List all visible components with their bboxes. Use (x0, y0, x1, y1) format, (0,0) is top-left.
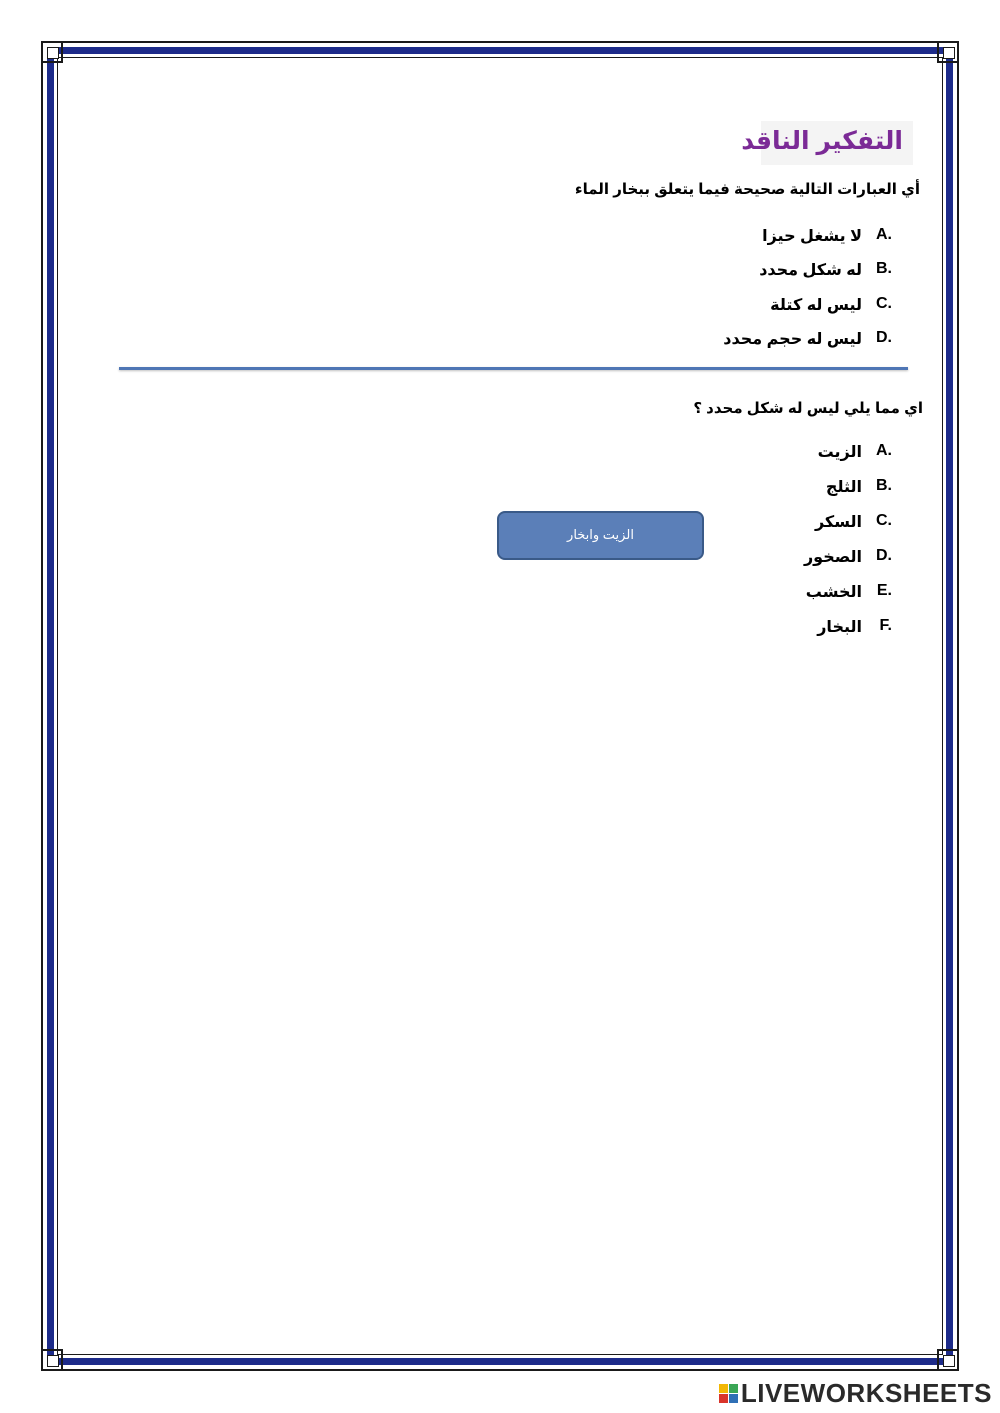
page-border-inner (57, 57, 943, 1355)
question-2-option-c[interactable] (672, 512, 892, 536)
section-title: التفكير الناقد (741, 127, 903, 155)
section-divider (119, 367, 908, 370)
option-text: ليس له حجم محدد (723, 331, 862, 348)
logo-text: LIVEWORKSHEETS (740, 1377, 992, 1408)
option-letter: C. (876, 295, 892, 312)
corner-ornament-icon (937, 41, 959, 63)
option-letter: D. (876, 547, 892, 564)
question-2-text: اي مما يلي ليس له شكل محدد ؟ (693, 400, 923, 417)
corner-ornament-icon (937, 1349, 959, 1371)
question-1-option-a[interactable] (672, 226, 892, 250)
question-2-option-b[interactable] (672, 477, 892, 501)
question-2-option-d[interactable] (672, 547, 892, 571)
option-text: السكر (814, 514, 862, 531)
option-text: الزيت (817, 444, 862, 461)
option-text: له شكل محدد (759, 262, 862, 279)
option-letter: D. (876, 329, 892, 346)
option-letter: C. (876, 512, 892, 529)
question-1-option-b[interactable] (672, 260, 892, 284)
corner-ornament-icon (41, 41, 63, 63)
question-1-option-c[interactable] (672, 295, 892, 319)
question-2-option-e[interactable] (672, 582, 892, 606)
option-letter: B. (876, 477, 892, 494)
option-text: الخشب (805, 584, 862, 601)
option-letter: B. (876, 260, 892, 277)
liveworksheets-logo (719, 1379, 992, 1407)
question-2-option-f[interactable] (672, 617, 892, 641)
liveworksheets-logo-icon (719, 1384, 738, 1403)
question-2-option-a[interactable] (672, 442, 892, 466)
option-text: لا يشغل حيزا (762, 228, 862, 245)
option-letter: E. (876, 582, 892, 599)
option-letter: A. (876, 442, 892, 459)
question-1-option-d[interactable] (672, 329, 892, 353)
option-letter: F. (879, 617, 892, 634)
option-letter: A. (876, 226, 892, 243)
corner-ornament-icon (41, 1349, 63, 1371)
option-text: الصخور (803, 549, 862, 566)
answer-input-box[interactable]: الزيت وابخار (497, 511, 704, 560)
option-text: البخار (817, 619, 862, 636)
option-text: الثلج (825, 479, 862, 496)
option-text: ليس له كتلة (770, 297, 862, 314)
question-1-text: أي العبارات التالية صحيحة فيما يتعلق ببخار الماء (574, 181, 920, 198)
